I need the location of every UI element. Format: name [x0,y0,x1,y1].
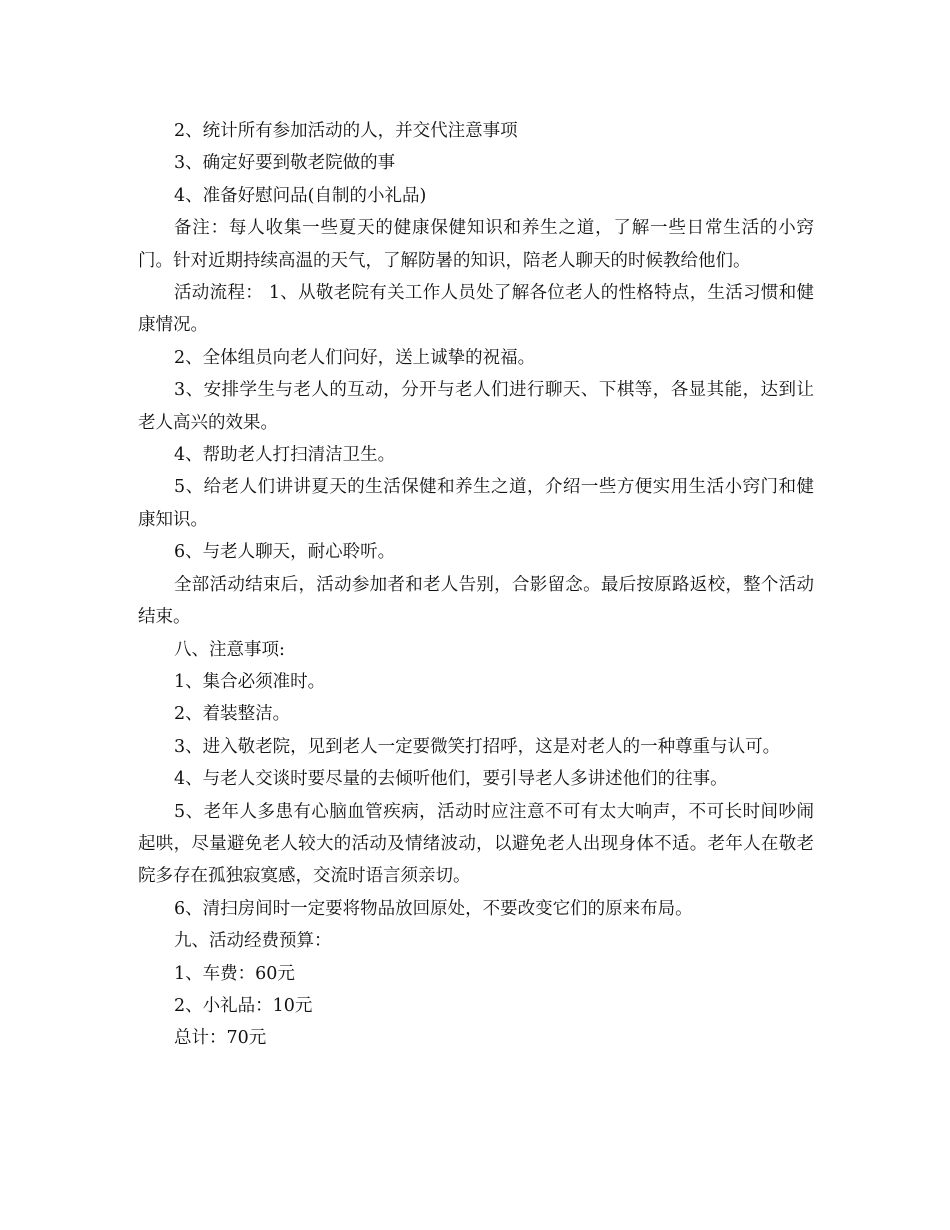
paragraph-notes-4: 4、与老人交谈时要尽量的去倾听他们，要引导老人多讲述他们的往事。 [174,769,728,790]
paragraph-budget-2: 2、小礼品：10元 [174,995,313,1016]
paragraph-flow-4: 4、帮助老人打扫清洁卫生。 [174,445,396,466]
paragraph-notes-6: 6、清扫房间时一定要将物品放回原处，不要改变它们的原来布局。 [174,898,693,919]
paragraph-notes-2: 2、着装整洁。 [174,704,291,725]
paragraph-flow-6: 6、与老人聊天，耐心聆听。 [174,542,396,563]
paragraph-prep-2: 2、统计所有参加活动的人，并交代注意事项 [174,121,518,141]
paragraph-budget-total: 总计：70元 [174,1028,267,1049]
paragraph-flow-2: 2、全体组员向老人们问好，送上诚挚的祝福。 [174,347,536,368]
paragraph-note: 备注：每人收集一些夏天的健康保健知识和养生之道，了解一些日常生活的小窍门。针对近期持续高温的天气，了解防暑的知识，陪老人聊天的时候教给他们。 [138,218,814,271]
paragraph-prep-3: 3、确定好要到敬老院做的事 [174,153,396,174]
paragraph-budget-1: 1、车费：60元 [174,963,295,984]
paragraph-prep-4: 4、准备好慰问品(自制的小礼品) [174,185,427,206]
section-heading-notes: 八、注意事项: [174,639,285,660]
section-heading-budget: 九、活动经费预算： [174,931,332,952]
paragraph-flow-5: 5、给老人们讲讲夏天的生活保健和养生之道，介绍一些方便实用生活小窍门和健康知识。 [138,477,814,530]
paragraph-flow-1: 活动流程： 1、从敬老院有关工作人员处了解各位老人的性格特点，生活习惯和健康情况。 [138,283,814,336]
paragraph-notes-3: 3、进入敬老院，见到老人一定要微笑打招呼，这是对老人的一种尊重与认可。 [174,736,781,757]
paragraph-notes-1: 1、集合必须准时。 [174,671,326,692]
paragraph-flow-3: 3、安排学生与老人的互动，分开与老人们进行聊天、下棋等，各显其能，达到让老人高兴的效果。 [138,380,814,433]
paragraph-conclusion: 全部活动结束后，活动参加者和老人告别，合影留念。最后按原路返校，整个活动结束。 [138,574,814,628]
paragraph-notes-5: 5、老年人多患有心脑血管疾病，活动时应注意不可有太大响声，不可长时间吵闹起哄，尽量避免老人较大的活动及情绪波动，以避免老人出现身体不适。老年人在敬老院多存在孤独寂寞感，交流时语言须亲切。 [138,801,814,887]
document-body [138,115,814,1055]
